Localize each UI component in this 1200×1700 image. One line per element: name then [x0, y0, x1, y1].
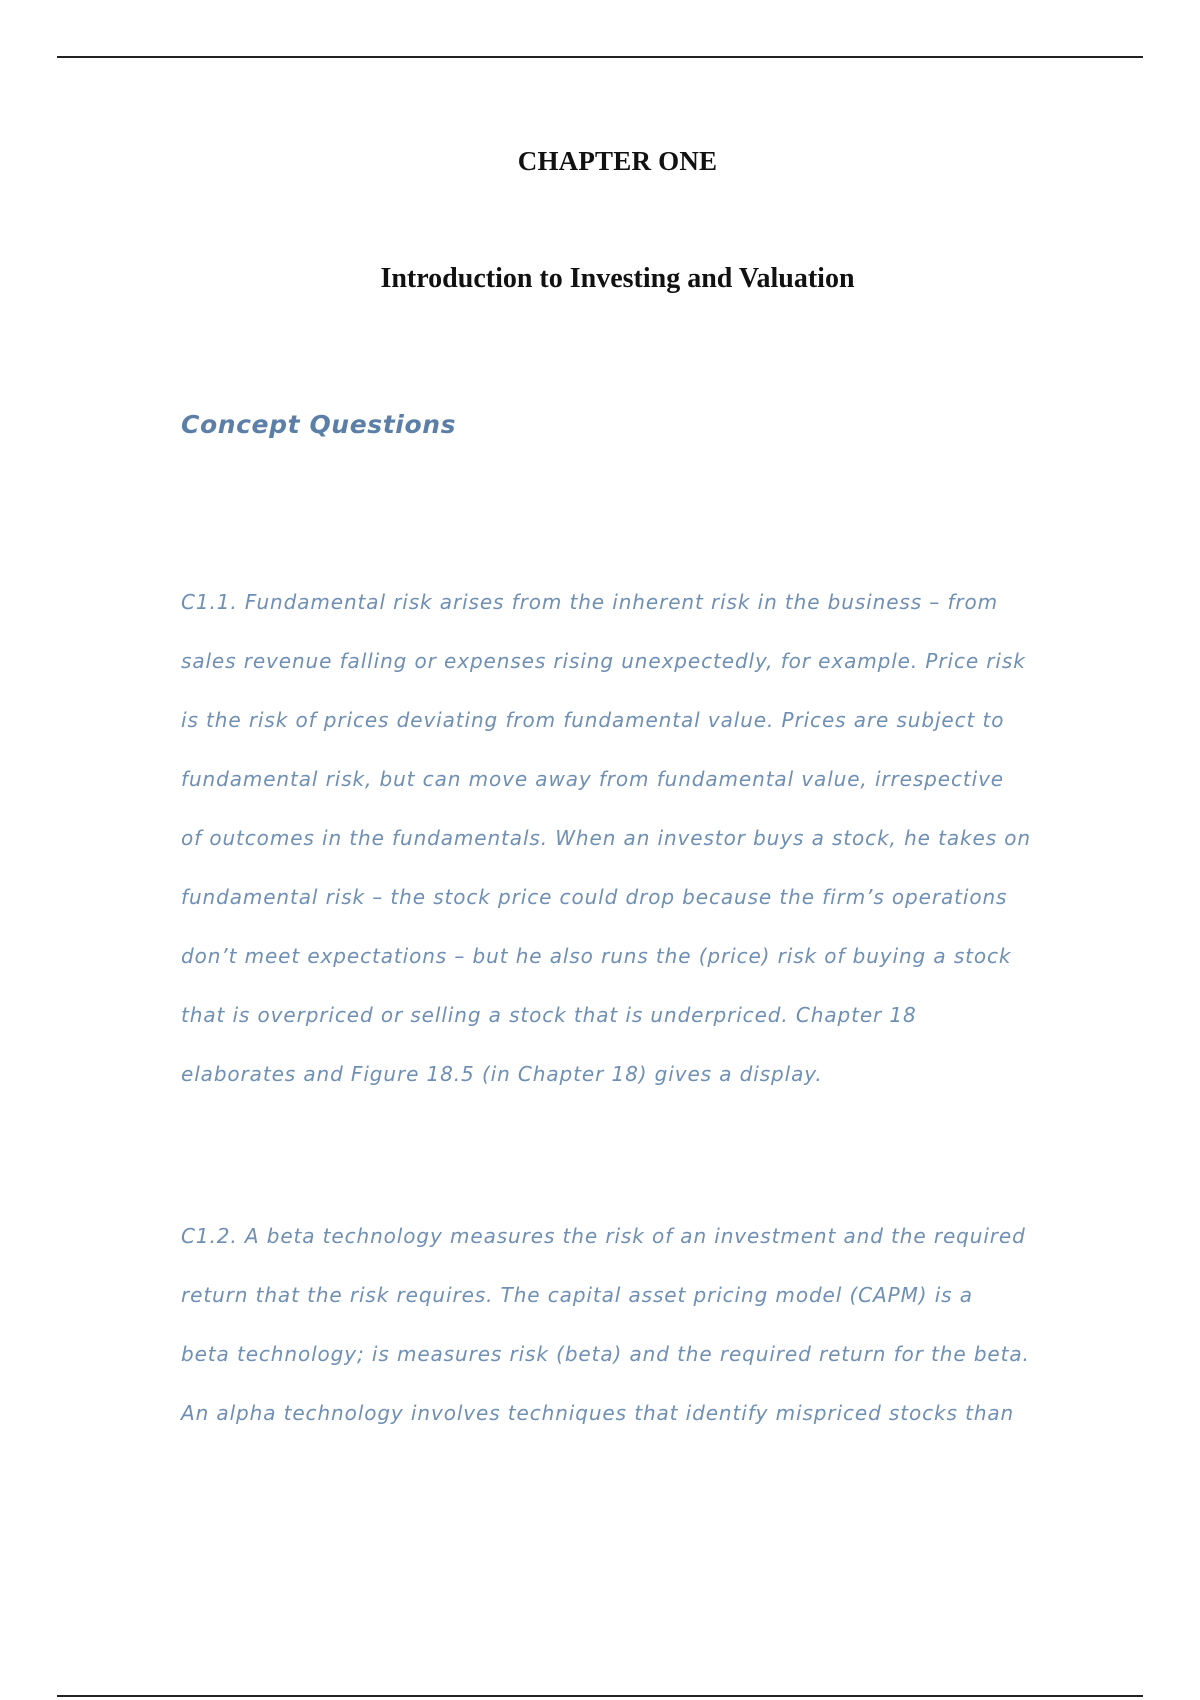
top-rule — [57, 56, 1143, 58]
chapter-title: Introduction to Investing and Valuation — [380, 263, 855, 294]
answer-line: return that the risk requires. The capital asset pricing model (CAPM) is a — [181, 1283, 973, 1307]
answer-line: sales revenue falling or expenses rising unexpectedly, for example. Price risk — [181, 649, 1026, 673]
answer-line: of outcomes in the fundamentals. When an investor buys a stock, he takes on — [181, 826, 1031, 850]
answer-line: C1.1. Fundamental risk arises from the inherent risk in the business – from — [181, 590, 999, 614]
section-heading: Concept Questions — [181, 410, 457, 439]
answer-line: that is overpriced or selling a stock that is underpriced. Chapter 18 — [181, 1003, 917, 1027]
answer-line: C1.2. A beta technology measures the risk of an investment and the required — [181, 1224, 1026, 1248]
answer-c1-1 — [181, 573, 1061, 1104]
bottom-rule — [57, 1695, 1143, 1697]
answer-line: beta technology; is measures risk (beta) and the required return for the beta. — [181, 1342, 1030, 1366]
chapter-label: CHAPTER ONE — [517, 146, 718, 176]
answer-c1-2 — [181, 1207, 1061, 1443]
answer-line: fundamental risk – the stock price could drop because the firm’s operations — [181, 885, 1008, 909]
answer-line: elaborates and Figure 18.5 (in Chapter 18) gives a display. — [181, 1062, 823, 1086]
answer-line: don’t meet expectations – but he also runs the (price) risk of buying a stock — [181, 944, 1012, 968]
answer-line: fundamental risk, but can move away from fundamental value, irrespective — [181, 767, 1005, 791]
answer-line: is the risk of prices deviating from fundamental value. Prices are subject to — [181, 708, 1005, 732]
answer-line: An alpha technology involves techniques that identify mispriced stocks than — [181, 1401, 1015, 1425]
